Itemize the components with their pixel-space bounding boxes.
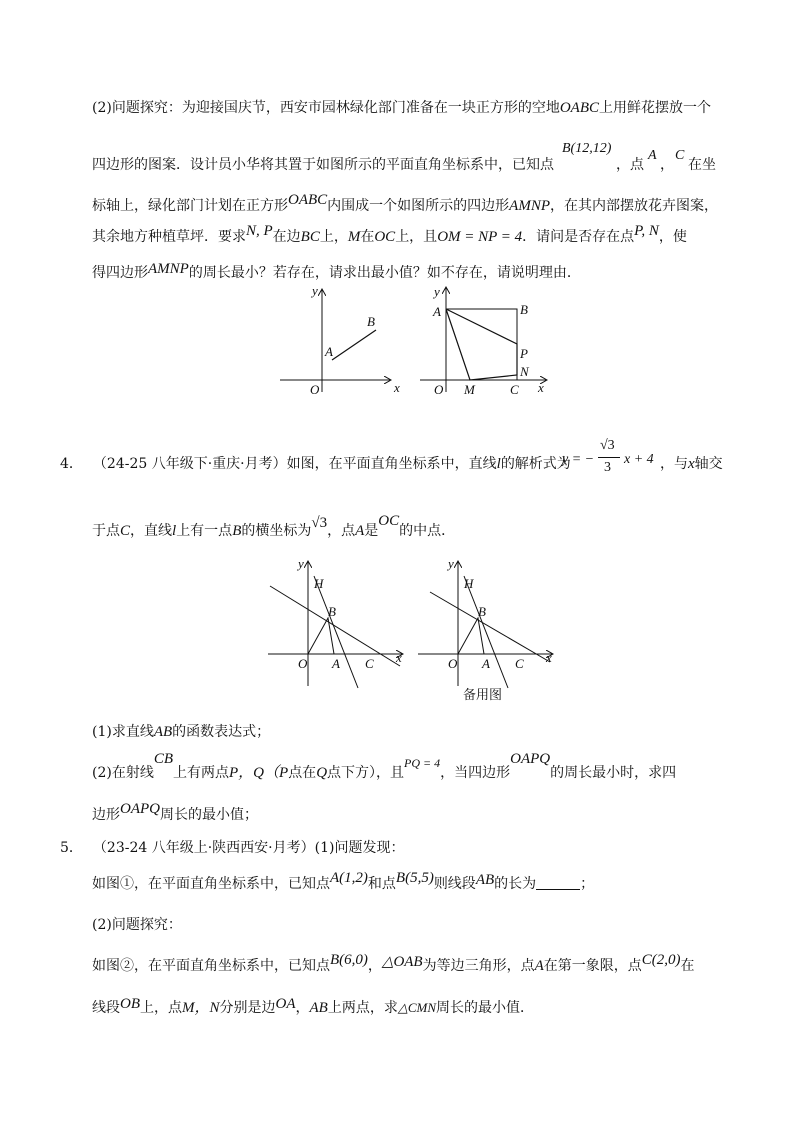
fig3b-square: [446, 309, 517, 380]
p3-point-a-label: A: [648, 148, 657, 163]
fig3a-label-x: x: [394, 380, 400, 395]
p3-figures: [270, 280, 560, 400]
p5-line2: 如图①，在平面直角坐标系中，已知点A(1,2)和点B(5,5)则线段AB的长为 ；: [92, 870, 595, 892]
p3-line4: 其余地方种植草坪．要求N, P在边BC上，M在OC上，且OM = NP = 4．请问是否存在点P, N，使: [92, 223, 687, 245]
p5-line3: (2)问题探究：: [92, 917, 182, 933]
fig4a-label-o: O: [298, 656, 308, 671]
p5-line5: 线段OB上，点M，N分别是边OA，AB上两点，求△CMN周长的最小值．: [92, 996, 535, 1016]
p5-answer-blank[interactable]: [536, 875, 580, 890]
fig3b-label-y: y: [434, 284, 440, 299]
p3-line2: 四边形的图案．设计员小华将其置于如图所示的平面直角坐标系中，已知点: [92, 157, 554, 173]
fig4a-label-h: H: [314, 576, 324, 591]
fig3b-label-m: M: [464, 382, 475, 397]
p4-line2: 于点C，直线l上有一点B的横坐标为√3，点A是OC的中点．: [92, 513, 456, 539]
fig4a-label-x: x: [396, 650, 402, 665]
fig4b-label-a: A: [482, 656, 490, 671]
p3-line2-b: ，点: [616, 157, 644, 173]
fig4a-label-c: C: [365, 656, 374, 671]
p4-line1-end: ，与x轴交: [660, 456, 723, 472]
p5-line4: 如图②，在平面直角坐标系中，已知点B(6,0)，△OAB为等边三角形，点A在第一象限，点C(2,0)在: [92, 952, 695, 974]
fig4a-label-y: y: [298, 556, 304, 571]
fig3b-label-c: C: [510, 382, 519, 397]
fig4b-label-h: H: [464, 576, 474, 591]
fig3b-label-a: A: [433, 304, 441, 319]
p4-q1: (1)求直线AB的函数表达式；: [92, 724, 271, 740]
p4-eq-num: √3: [600, 438, 615, 453]
fig3a-segment-ab: [332, 330, 376, 360]
p4-q2: (2)在射线CB上有两点P，Q（P点在Q点下方），且PQ = 4，当四边形OAPQ的周长最小时，求四: [92, 751, 677, 781]
p4-eq-den: 3: [604, 460, 611, 475]
fig4b-label-x: x: [546, 650, 552, 665]
fig3b-label-b: B: [520, 302, 528, 317]
p3-line2-end: 在坐: [688, 157, 716, 173]
p4-eq-tail: x + 4: [624, 452, 654, 467]
p3-line3: 标轴上，绿化部门计划在正方形OABC内围成一个如图所示的四边形AMNP，在其内部摆放花卉图案，: [92, 192, 718, 214]
fig3b-label-p: P: [520, 346, 528, 361]
p3-line5: 得四边形AMNP的周长最小？若存在，请求出最小值？如不存在，请说明理由．: [92, 261, 581, 281]
fig4b-label-o: O: [448, 656, 458, 671]
p4-eq-bar: [598, 457, 620, 458]
fig3a-label-o: O: [310, 382, 320, 397]
fig4b-line-l: [430, 592, 550, 662]
fig4a-label-b: B: [328, 604, 336, 619]
fig4b-label-b: B: [478, 604, 486, 619]
p5-line1: 5． （23-24 八年级上·陕西西安·月考）(1)问题发现：: [60, 840, 405, 856]
p3-line1: (2)问题探究：为迎接国庆节，西安市园林绿化部门准备在一块正方形的空地OABC上用鲜花摆放一个: [92, 100, 712, 116]
p3-point-b: B(12,12): [562, 141, 612, 156]
p4-figures: [262, 556, 562, 706]
fig3a-label-b: B: [367, 314, 375, 329]
p4-q2-cont: 边形OAPQ周长的最小值；: [92, 801, 258, 823]
p3-sep: ，: [660, 157, 674, 173]
fig3a-label-a: A: [325, 344, 333, 359]
p4-figure-caption: 备用图: [463, 688, 503, 703]
fig4b-label-y: y: [448, 556, 454, 571]
fig3b-label-n: N: [520, 364, 529, 379]
fig4b-triangle: [458, 618, 484, 654]
fig3b-label-o: O: [434, 382, 444, 397]
fig3b-label-x: x: [538, 380, 544, 395]
fig3a-label-y: y: [312, 283, 318, 298]
fig4a-label-a: A: [332, 656, 340, 671]
fig4b-label-c: C: [515, 656, 524, 671]
p3-point-c-label: C: [675, 148, 685, 163]
fig3b-quad-amnp: [446, 309, 517, 380]
p4-line1: 4． （24-25 八年级下·重庆·月考）如图，在平面直角坐标系中，直线l的解析式为: [60, 456, 571, 472]
p4-eq-y: y = −: [562, 452, 595, 467]
